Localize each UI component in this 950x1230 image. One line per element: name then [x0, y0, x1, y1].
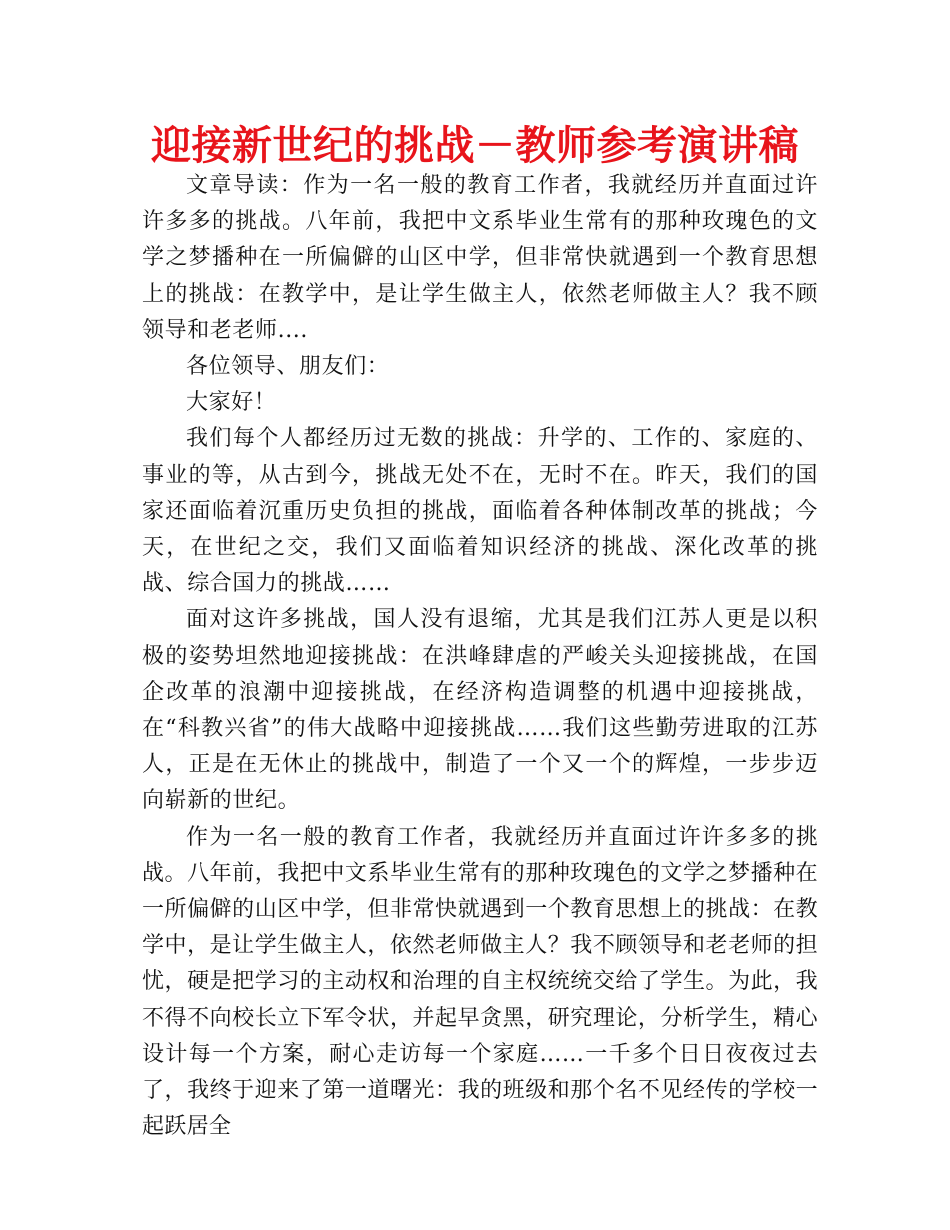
- body-paragraph-1: 我们每个人都经历过无数的挑战：升学的、工作的、家庭的、事业的等，从古到今，挑战无处不在，无时不在。昨天，我们的国家还面临着沉重历史负担的挑战，面临着各种体制改革的挑战；今天，在世纪之交，我们又面临着知识经济的挑战、深化改革的挑战、综合国力的挑战……: [142, 426, 818, 597]
- body-paragraph-3: 作为一名一般的教育工作者，我就经历并直面过许许多多的挑战。八年前，我把中文系毕业生常有的那种玫瑰色的文学之梦播种在一所偏僻的山区中学，但非常快就遇到一个教育思想上的挑战：在教学中，是让学生做主人，依然老师做主人？我不顾领导和老老师的担忧，硬是把学习的主动权和治理的自主权统统交给了学生。为此，我不得不向校长立下军令状，并起早贪黑，研究理论，分析学生，精心设计每一个方案，耐心走访每一个家庭……一千多个日日夜夜过去了，我终于迎来了第一道曙光：我的班级和那个名不见经传的学校一起跃居全: [142, 824, 818, 1140]
- document-body: [142, 168, 818, 1145]
- body-paragraph-2: 面对这许多挑战，国人没有退缩，尤其是我们江苏人更是以积极的姿势坦然地迎接挑战：在洪峰肆虐的严峻关头迎接挑战，在国企改革的浪潮中迎接挑战，在经济构造调整的机遇中迎接挑战，在“科教兴省”的伟大战略中迎接挑战……我们这些勤劳进取的江苏人，正是在无休止的挑战中，制造了一个又一个的辉煌，一步步迈向崭新的世纪。: [142, 607, 818, 814]
- intro-paragraph: 文章导读：作为一名一般的教育工作者，我就经历并直面过许许多多的挑战。八年前，我把中文系毕业生常有的那种玫瑰色的文学之梦播种在一所偏僻的山区中学，但非常快就遇到一个教育思想上的挑战：在教学中，是让学生做主人，依然老师做主人？我不顾领导和老老师....: [142, 173, 818, 343]
- greeting-paragraph: 大家好！: [186, 390, 277, 416]
- salutation-paragraph: 各位领导、朋友们：: [186, 354, 390, 380]
- document-title: 迎接新世纪的挑战－教师参考演讲稿: [151, 123, 799, 169]
